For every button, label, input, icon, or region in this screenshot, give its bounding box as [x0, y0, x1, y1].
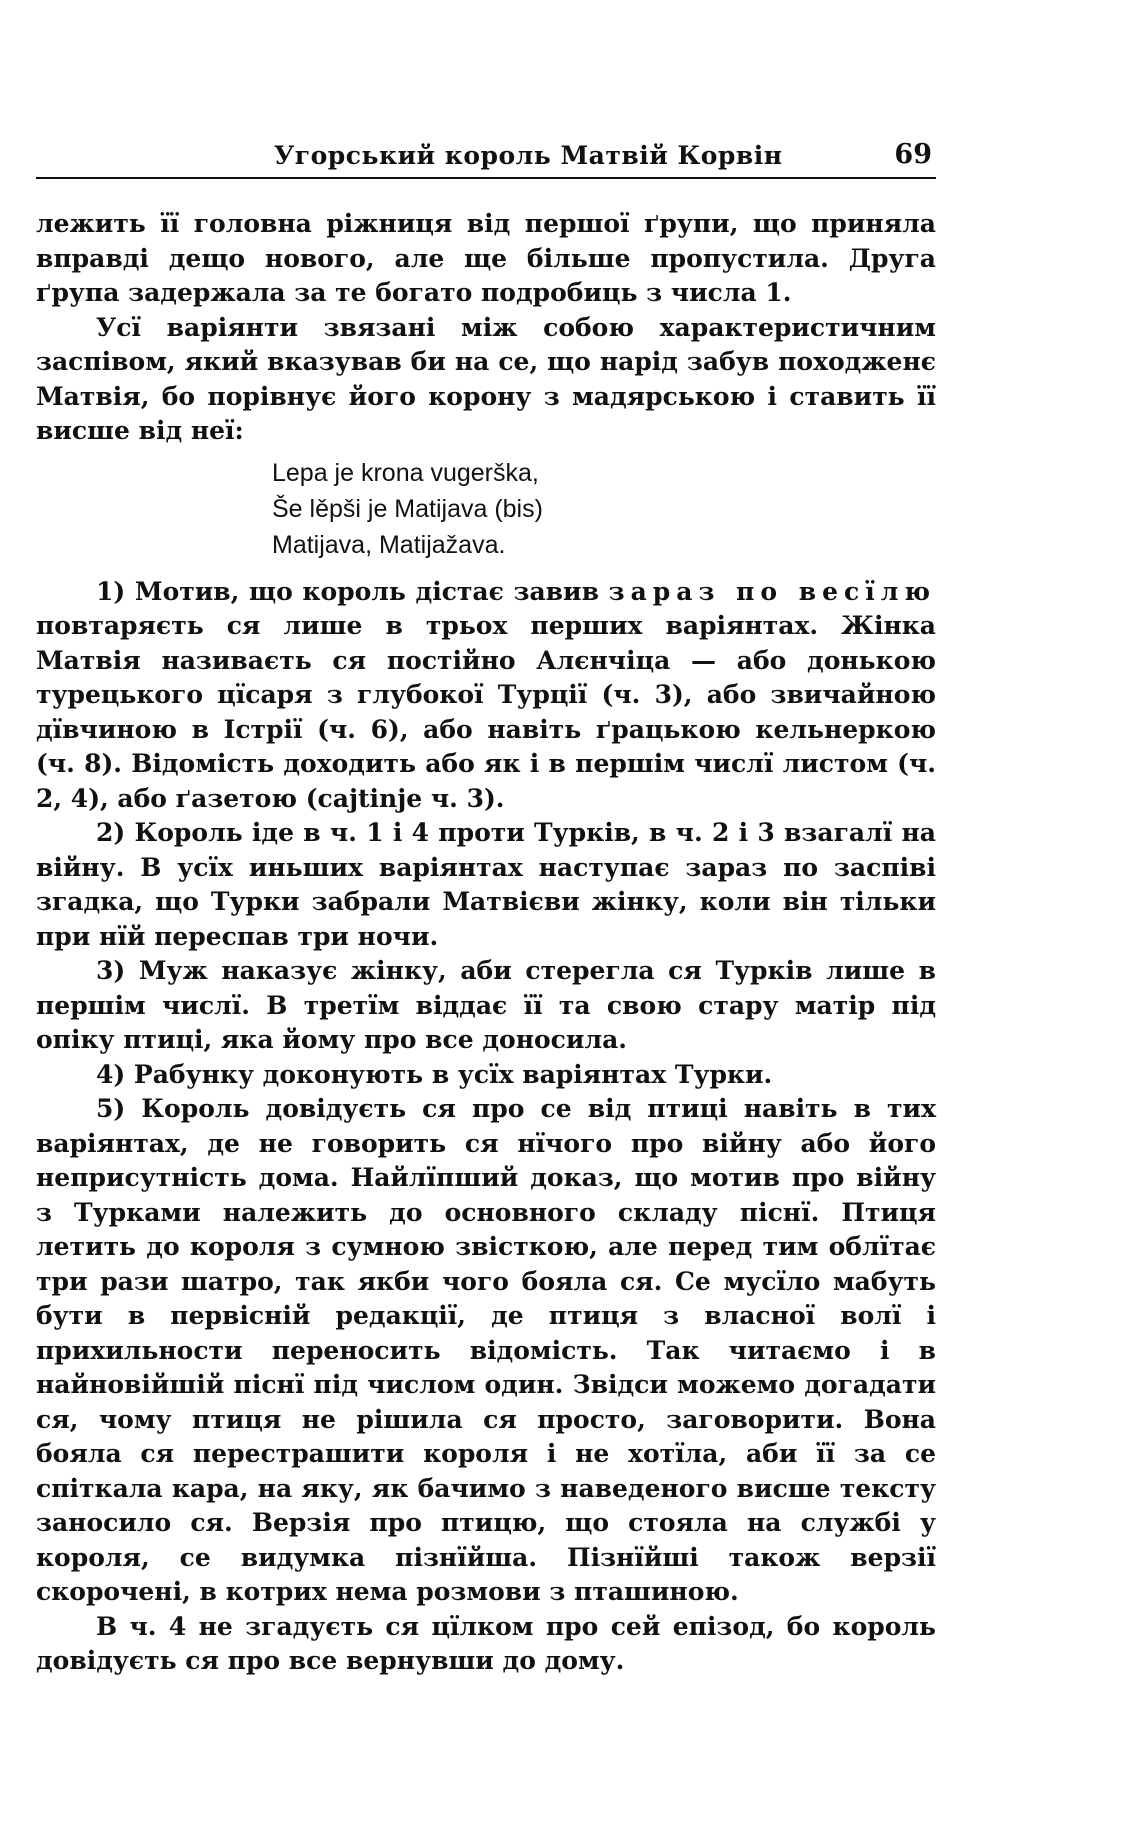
paragraph-motif-5: 5) Король довідуєть ся про се від птиці навіть в тих варіянтах, де не говорить ся нїчого про війну або його неприсутність дома. Найлїпший доказ, що мотив про війну з Турками належить до основного складу піснї. Птиця летить до короля з сумною звісткою, але перед тим облїтає три рази шатро, так якби чого бояла ся. Се мусїло мабуть бути в первісній редакції, де птиця з власної волї і прихильности переносить відомість. Так читаємо і в найновійшій піснї під числом один. Звідси можемо догадати ся, чому птиця не рішила ся просто, заговорити. Вона бояла ся перестрашити короля і не хотїла, аби її за се спіткала кара, на яку, як бачимо з наведеного висше тексту заносило ся. Верзія про птицю, що стояла на службі у короля, се видумка пізнїйша. Пізнїйші також верзії скорочені, в котрих нема розмови з пташиною. [36, 1094, 936, 1606]
page-header [36, 137, 936, 179]
paragraph-motif-1 [36, 575, 936, 817]
verse-line: Še lěpši je Matijava (bis) [272, 494, 543, 523]
paragraph-motif-2: 2) Король іде в ч. 1 і 4 проти Турків, в ч. 2 і 3 взагалї на війну. В усїх иньших варіянтах наступає зараз по заспіві згадка, що Турки забрали Матвієви жінку, коли він тільки при нїй переспав три ночи. [36, 818, 936, 951]
running-title: Угорський король Матвій Корвін [274, 141, 783, 170]
verse-line: Matijava, Matijažava. [272, 530, 506, 559]
paragraph-motif-3: 3) Муж наказує жінку, аби стерегла ся Турків лише в першім числї. В третїм віддає її та свою стару матір під опіку птиці, яка йому про все доносила. [36, 956, 936, 1054]
motif-1-rest: повтаряєть ся лише в трьох перших варіянтах. Жінка Матвія називаєть ся постійно Алєнчіца — або донькою турецького цїсаря з глубокої Турції (ч. 3), або звичайною дївчиною в Істрії (ч. 6), або навіть ґрацькою кельнеркою (ч. 8). Відомість доходить або як і в першім числї листом (ч. 2, 4), або ґазетою (cajtinje ч. 3). [36, 611, 936, 813]
page-number: 69 [894, 139, 932, 170]
motif-1-prefix: 1) Мотив, що король дістає завив [96, 576, 599, 606]
paragraph-variants-intro: Усї варіянти звязані між собою характеристичним заспівом, який вказував би на се, що нарід забув походженє Матвія, бо порівнує його корону з мадярською і ставить її висше від неї: [36, 312, 936, 445]
verse-quote [272, 455, 936, 563]
paragraph-closing: В ч. 4 не згадуєть ся цїлком про сей епізод, бо король довідуєть ся про все вернувши до дому. [36, 1611, 936, 1675]
body-text [36, 207, 936, 1679]
verse-line: Lepa je krona vugerška, [272, 458, 539, 487]
motif-1-spaced-text: зараз по весїлю [608, 576, 936, 606]
paragraph-continuation: лежить її головна ріжниця від першої ґрупи, що приняла вправді дещо нового, але ще більше пропустила. Друга ґрупа задержала за те богато подробиць з числа 1. [36, 209, 936, 307]
paragraph-motif-4: 4) Рабунку доконують в усїх варіянтах Турки. [96, 1059, 773, 1089]
